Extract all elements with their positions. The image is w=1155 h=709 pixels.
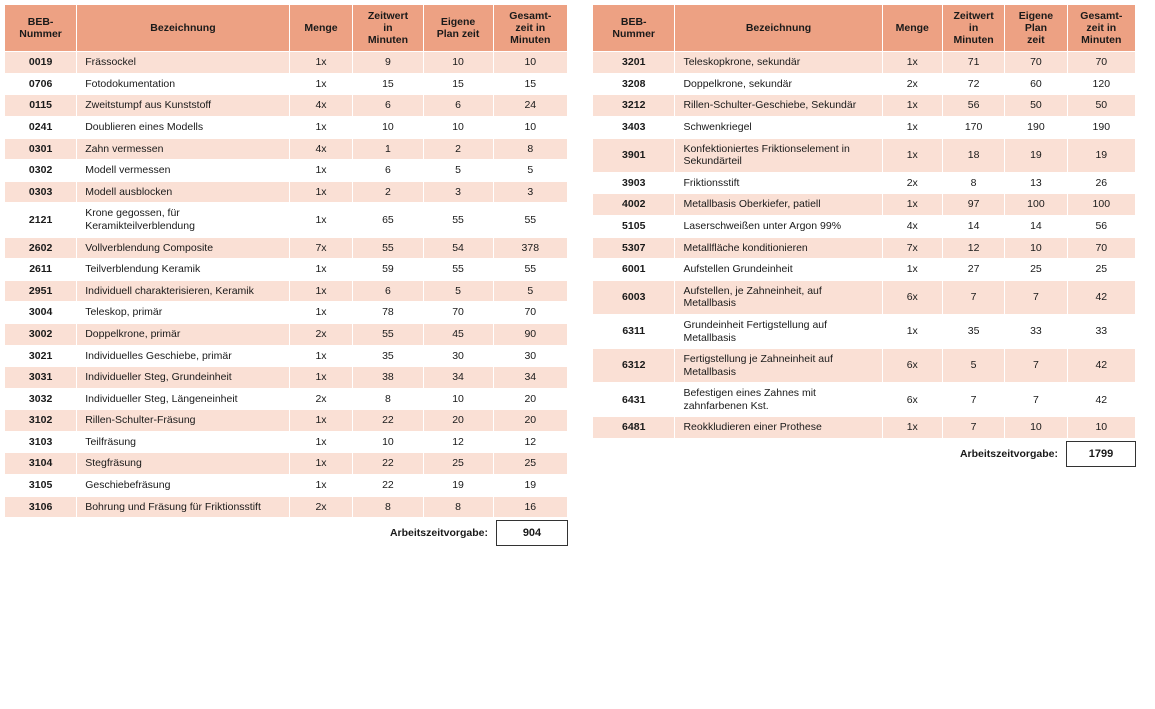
cell-zeitwert: 8 [353, 388, 423, 410]
table-body-right [593, 52, 1136, 439]
cell-menge: 6x [882, 383, 942, 417]
cell-gesamtzeit: 100 [1067, 194, 1135, 216]
cell-eigene-planzeit: 25 [1005, 259, 1067, 281]
table-row [593, 194, 1136, 216]
cell-menge: 2x [289, 496, 353, 518]
table-row [593, 417, 1136, 439]
table-row [593, 73, 1136, 95]
cell-beb-nummer: 6431 [593, 383, 675, 417]
header-row [5, 5, 568, 52]
footer-label-left: Arbeitszeitvorgabe: [389, 527, 488, 540]
cell-eigene-planzeit: 12 [423, 431, 493, 453]
cell-beb-nummer: 0115 [5, 95, 77, 117]
column-header-beb-nummer: BEB- Nummer [593, 5, 675, 52]
cell-menge: 2x [882, 73, 942, 95]
cell-menge: 4x [882, 215, 942, 237]
cell-menge: 1x [289, 431, 353, 453]
cell-eigene-planzeit: 30 [423, 345, 493, 367]
beb-table-right [592, 4, 1136, 439]
cell-gesamtzeit: 33 [1067, 314, 1135, 348]
table-row [5, 453, 568, 475]
table-row [593, 116, 1136, 138]
cell-beb-nummer: 0303 [5, 181, 77, 203]
cell-bezeichnung: Aufstellen, je Zahneinheit, auf Metallbasis [675, 280, 882, 314]
page-bottom-cutoff [6, 701, 306, 709]
cell-eigene-planzeit: 54 [423, 237, 493, 259]
cell-menge: 7x [882, 237, 942, 259]
table-row [5, 116, 568, 138]
table-row [5, 323, 568, 345]
cell-gesamtzeit: 42 [1067, 280, 1135, 314]
cell-eigene-planzeit: 100 [1005, 194, 1067, 216]
cell-eigene-planzeit: 6 [423, 95, 493, 117]
cell-beb-nummer: 3104 [5, 453, 77, 475]
cell-gesamtzeit: 12 [493, 431, 567, 453]
cell-menge: 1x [289, 367, 353, 389]
cell-menge: 1x [882, 314, 942, 348]
cell-bezeichnung: Schwenkriegel [675, 116, 882, 138]
cell-gesamtzeit: 55 [493, 259, 567, 281]
table-row [5, 280, 568, 302]
cell-zeitwert: 27 [942, 259, 1004, 281]
cell-beb-nummer: 6003 [593, 280, 675, 314]
cell-bezeichnung: Fotodokumentation [77, 73, 289, 95]
cell-eigene-planzeit: 45 [423, 323, 493, 345]
cell-gesamtzeit: 20 [493, 388, 567, 410]
cell-gesamtzeit: 19 [493, 475, 567, 497]
cell-eigene-planzeit: 15 [423, 73, 493, 95]
cell-bezeichnung: Frässockel [77, 52, 289, 74]
table-row [5, 345, 568, 367]
cell-zeitwert: 170 [942, 116, 1004, 138]
cell-bezeichnung: Geschiebefräsung [77, 475, 289, 497]
footer-total-right: 1799 [1066, 441, 1136, 467]
cell-gesamtzeit: 25 [1067, 259, 1135, 281]
cell-eigene-planzeit: 10 [423, 388, 493, 410]
cell-beb-nummer: 3903 [593, 172, 675, 194]
cell-bezeichnung: Aufstellen Grundeinheit [675, 259, 882, 281]
cell-menge: 6x [882, 280, 942, 314]
cell-bezeichnung: Teilfräsung [77, 431, 289, 453]
cell-menge: 1x [289, 203, 353, 237]
column-header-menge: Menge [882, 5, 942, 52]
cell-bezeichnung: Teilverblendung Keramik [77, 259, 289, 281]
cell-zeitwert: 56 [942, 95, 1004, 117]
cell-beb-nummer: 3004 [5, 302, 77, 324]
cell-bezeichnung: Doppelkrone, sekundär [675, 73, 882, 95]
cell-zeitwert: 78 [353, 302, 423, 324]
table-row [5, 475, 568, 497]
table-row [593, 172, 1136, 194]
cell-zeitwert: 6 [353, 95, 423, 117]
cell-zeitwert: 10 [353, 431, 423, 453]
cell-zeitwert: 55 [353, 323, 423, 345]
cell-gesamtzeit: 24 [493, 95, 567, 117]
cell-menge: 1x [289, 453, 353, 475]
cell-menge: 1x [882, 194, 942, 216]
cell-beb-nummer: 3403 [593, 116, 675, 138]
column-header-eigene-planzeit: Eigene Plan zeit [423, 5, 493, 52]
cell-beb-nummer: 3032 [5, 388, 77, 410]
cell-eigene-planzeit: 19 [1005, 138, 1067, 172]
cell-bezeichnung: Doppelkrone, primär [77, 323, 289, 345]
cell-eigene-planzeit: 5 [423, 280, 493, 302]
cell-menge: 1x [289, 280, 353, 302]
cell-menge: 1x [882, 52, 942, 74]
cell-zeitwert: 22 [353, 475, 423, 497]
cell-zeitwert: 7 [942, 383, 1004, 417]
cell-zeitwert: 35 [353, 345, 423, 367]
table-row [5, 138, 568, 160]
cell-eigene-planzeit: 70 [423, 302, 493, 324]
cell-gesamtzeit: 190 [1067, 116, 1135, 138]
cell-eigene-planzeit: 55 [423, 203, 493, 237]
cell-beb-nummer: 3021 [5, 345, 77, 367]
cell-menge: 4x [289, 138, 353, 160]
column-header-zeitwert: Zeitwert in Minuten [942, 5, 1004, 52]
cell-bezeichnung: Modell vermessen [77, 160, 289, 182]
cell-gesamtzeit: 42 [1067, 383, 1135, 417]
cell-beb-nummer: 3212 [593, 95, 675, 117]
cell-bezeichnung: Rillen-Schulter-Geschiebe, Sekundär [675, 95, 882, 117]
cell-menge: 1x [289, 259, 353, 281]
cell-menge: 1x [289, 181, 353, 203]
cell-eigene-planzeit: 10 [423, 52, 493, 74]
cell-eigene-planzeit: 2 [423, 138, 493, 160]
cell-beb-nummer: 0019 [5, 52, 77, 74]
cell-zeitwert: 65 [353, 203, 423, 237]
cell-bezeichnung: Reokkludieren einer Prothese [675, 417, 882, 439]
beb-table-right-block [592, 4, 1136, 467]
cell-zeitwert: 72 [942, 73, 1004, 95]
table-row [5, 95, 568, 117]
cell-gesamtzeit: 70 [1067, 52, 1135, 74]
cell-beb-nummer: 2121 [5, 203, 77, 237]
column-header-gesamtzeit: Gesamt- zeit in Minuten [1067, 5, 1135, 52]
cell-gesamtzeit: 30 [493, 345, 567, 367]
cell-zeitwert: 8 [942, 172, 1004, 194]
cell-zeitwert: 2 [353, 181, 423, 203]
table-row [593, 215, 1136, 237]
column-header-bezeichnung: Bezeichnung [77, 5, 289, 52]
cell-beb-nummer: 3103 [5, 431, 77, 453]
cell-eigene-planzeit: 3 [423, 181, 493, 203]
cell-zeitwert: 9 [353, 52, 423, 74]
cell-zeitwert: 15 [353, 73, 423, 95]
table-row [5, 388, 568, 410]
header-row [593, 5, 1136, 52]
cell-zeitwert: 59 [353, 259, 423, 281]
cell-beb-nummer: 3105 [5, 475, 77, 497]
column-header-eigene-planzeit: Eigene Plan zeit [1005, 5, 1067, 52]
cell-bezeichnung: Doublieren eines Modells [77, 116, 289, 138]
cell-menge: 1x [289, 160, 353, 182]
table-row [5, 73, 568, 95]
cell-menge: 1x [882, 259, 942, 281]
cell-bezeichnung: Zweitstumpf aus Kunststoff [77, 95, 289, 117]
cell-eigene-planzeit: 5 [423, 160, 493, 182]
footer-total-left: 904 [496, 520, 568, 546]
table-row [5, 237, 568, 259]
cell-menge: 1x [882, 138, 942, 172]
cell-gesamtzeit: 16 [493, 496, 567, 518]
cell-bezeichnung: Modell ausblocken [77, 181, 289, 203]
column-header-gesamtzeit: Gesamt- zeit in Minuten [493, 5, 567, 52]
cell-zeitwert: 1 [353, 138, 423, 160]
cell-zeitwert: 7 [942, 417, 1004, 439]
cell-eigene-planzeit: 8 [423, 496, 493, 518]
cell-bezeichnung: Zahn vermessen [77, 138, 289, 160]
cell-menge: 1x [289, 345, 353, 367]
cell-zeitwert: 5 [942, 349, 1004, 383]
cell-bezeichnung: Teleskop, primär [77, 302, 289, 324]
table-row [5, 302, 568, 324]
cell-gesamtzeit: 50 [1067, 95, 1135, 117]
cell-eigene-planzeit: 7 [1005, 280, 1067, 314]
cell-gesamtzeit: 10 [493, 52, 567, 74]
cell-beb-nummer: 6311 [593, 314, 675, 348]
cell-beb-nummer: 2951 [5, 280, 77, 302]
cell-eigene-planzeit: 70 [1005, 52, 1067, 74]
beb-table-left-block [4, 4, 568, 546]
cell-gesamtzeit: 5 [493, 280, 567, 302]
cell-beb-nummer: 2602 [5, 237, 77, 259]
cell-zeitwert: 6 [353, 280, 423, 302]
table-row [5, 367, 568, 389]
table-row [5, 496, 568, 518]
table-body-left [5, 52, 568, 518]
table-row [5, 181, 568, 203]
table-row [5, 52, 568, 74]
cell-menge: 6x [882, 349, 942, 383]
table-row [593, 259, 1136, 281]
cell-gesamtzeit: 26 [1067, 172, 1135, 194]
cell-gesamtzeit: 10 [1067, 417, 1135, 439]
cell-eigene-planzeit: 13 [1005, 172, 1067, 194]
cell-zeitwert: 7 [942, 280, 1004, 314]
cell-eigene-planzeit: 10 [423, 116, 493, 138]
cell-menge: 1x [289, 410, 353, 432]
cell-eigene-planzeit: 33 [1005, 314, 1067, 348]
cell-eigene-planzeit: 50 [1005, 95, 1067, 117]
cell-zeitwert: 55 [353, 237, 423, 259]
cell-beb-nummer: 0706 [5, 73, 77, 95]
cell-gesamtzeit: 8 [493, 138, 567, 160]
cell-bezeichnung: Befestigen eines Zahnes mit zahnfarbenen Kst. [675, 383, 882, 417]
cell-zeitwert: 8 [353, 496, 423, 518]
table-row [5, 431, 568, 453]
cell-beb-nummer: 6312 [593, 349, 675, 383]
cell-zeitwert: 22 [353, 410, 423, 432]
cell-bezeichnung: Laserschweißen unter Argon 99% [675, 215, 882, 237]
cell-beb-nummer: 5307 [593, 237, 675, 259]
cell-bezeichnung: Individuell charakterisieren, Keramik [77, 280, 289, 302]
cell-eigene-planzeit: 20 [423, 410, 493, 432]
table-row [5, 160, 568, 182]
cell-beb-nummer: 0302 [5, 160, 77, 182]
cell-bezeichnung: Individueller Steg, Grundeinheit [77, 367, 289, 389]
cell-menge: 1x [289, 475, 353, 497]
cell-gesamtzeit: 56 [1067, 215, 1135, 237]
cell-zeitwert: 6 [353, 160, 423, 182]
table-row [593, 349, 1136, 383]
cell-gesamtzeit: 90 [493, 323, 567, 345]
cell-menge: 1x [882, 417, 942, 439]
footer-row-left [4, 520, 568, 546]
cell-menge: 2x [289, 388, 353, 410]
table-row [5, 410, 568, 432]
cell-beb-nummer: 3901 [593, 138, 675, 172]
cell-beb-nummer: 6001 [593, 259, 675, 281]
cell-menge: 1x [882, 116, 942, 138]
table-header-left [5, 5, 568, 52]
cell-menge: 2x [289, 323, 353, 345]
column-header-menge: Menge [289, 5, 353, 52]
cell-zeitwert: 18 [942, 138, 1004, 172]
cell-beb-nummer: 4002 [593, 194, 675, 216]
cell-gesamtzeit: 5 [493, 160, 567, 182]
cell-bezeichnung: Konfektioniertes Friktionselement in Sekundärteil [675, 138, 882, 172]
cell-eigene-planzeit: 14 [1005, 215, 1067, 237]
cell-eigene-planzeit: 7 [1005, 349, 1067, 383]
cell-bezeichnung: Vollverblendung Composite [77, 237, 289, 259]
cell-eigene-planzeit: 34 [423, 367, 493, 389]
table-row [593, 383, 1136, 417]
cell-gesamtzeit: 15 [493, 73, 567, 95]
cell-menge: 1x [289, 116, 353, 138]
cell-zeitwert: 35 [942, 314, 1004, 348]
beb-table-left [4, 4, 568, 518]
cell-menge: 2x [882, 172, 942, 194]
cell-beb-nummer: 3201 [593, 52, 675, 74]
table-header-right [593, 5, 1136, 52]
cell-menge: 1x [289, 302, 353, 324]
cell-bezeichnung: Bohrung und Fräsung für Friktionsstift [77, 496, 289, 518]
cell-beb-nummer: 3106 [5, 496, 77, 518]
column-header-bezeichnung: Bezeichnung [675, 5, 882, 52]
cell-bezeichnung: Individuelles Geschiebe, primär [77, 345, 289, 367]
cell-eigene-planzeit: 55 [423, 259, 493, 281]
cell-eigene-planzeit: 10 [1005, 237, 1067, 259]
cell-beb-nummer: 2611 [5, 259, 77, 281]
footer-label-right: Arbeitszeitvorgabe: [959, 448, 1058, 461]
cell-bezeichnung: Rillen-Schulter-Fräsung [77, 410, 289, 432]
cell-bezeichnung: Individueller Steg, Längeneinheit [77, 388, 289, 410]
cell-eigene-planzeit: 19 [423, 475, 493, 497]
table-row [593, 95, 1136, 117]
cell-bezeichnung: Stegfräsung [77, 453, 289, 475]
cell-gesamtzeit: 70 [1067, 237, 1135, 259]
cell-zeitwert: 12 [942, 237, 1004, 259]
table-row [5, 259, 568, 281]
cell-beb-nummer: 0301 [5, 138, 77, 160]
cell-beb-nummer: 3102 [5, 410, 77, 432]
cell-zeitwert: 97 [942, 194, 1004, 216]
cell-eigene-planzeit: 10 [1005, 417, 1067, 439]
table-row [5, 203, 568, 237]
cell-gesamtzeit: 70 [493, 302, 567, 324]
cell-gesamtzeit: 25 [493, 453, 567, 475]
cell-beb-nummer: 5105 [593, 215, 675, 237]
cell-gesamtzeit: 19 [1067, 138, 1135, 172]
cell-zeitwert: 38 [353, 367, 423, 389]
cell-eigene-planzeit: 190 [1005, 116, 1067, 138]
column-header-zeitwert: Zeitwert in Minuten [353, 5, 423, 52]
cell-eigene-planzeit: 7 [1005, 383, 1067, 417]
cell-zeitwert: 10 [353, 116, 423, 138]
cell-bezeichnung: Grundeinheit Fertigstellung auf Metallbasis [675, 314, 882, 348]
cell-gesamtzeit: 55 [493, 203, 567, 237]
cell-gesamtzeit: 42 [1067, 349, 1135, 383]
cell-bezeichnung: Krone gegossen, für Keramikteilverblendung [77, 203, 289, 237]
cell-menge: 7x [289, 237, 353, 259]
table-row [593, 280, 1136, 314]
cell-eigene-planzeit: 60 [1005, 73, 1067, 95]
cell-beb-nummer: 0241 [5, 116, 77, 138]
table-row [593, 138, 1136, 172]
cell-gesamtzeit: 120 [1067, 73, 1135, 95]
cell-bezeichnung: Metallbasis Oberkiefer, patiell [675, 194, 882, 216]
cell-gesamtzeit: 3 [493, 181, 567, 203]
table-row [593, 237, 1136, 259]
cell-gesamtzeit: 34 [493, 367, 567, 389]
cell-gesamtzeit: 10 [493, 116, 567, 138]
cell-zeitwert: 71 [942, 52, 1004, 74]
cell-gesamtzeit: 20 [493, 410, 567, 432]
cell-bezeichnung: Teleskopkrone, sekundär [675, 52, 882, 74]
cell-beb-nummer: 3208 [593, 73, 675, 95]
cell-menge: 1x [882, 95, 942, 117]
table-row [593, 52, 1136, 74]
cell-zeitwert: 22 [353, 453, 423, 475]
cell-beb-nummer: 3002 [5, 323, 77, 345]
cell-bezeichnung: Fertigstellung je Zahneinheit auf Metallbasis [675, 349, 882, 383]
cell-beb-nummer: 3031 [5, 367, 77, 389]
cell-eigene-planzeit: 25 [423, 453, 493, 475]
cell-bezeichnung: Friktionsstift [675, 172, 882, 194]
column-header-beb-nummer: BEB- Nummer [5, 5, 77, 52]
table-row [593, 314, 1136, 348]
cell-menge: 1x [289, 52, 353, 74]
cell-beb-nummer: 6481 [593, 417, 675, 439]
cell-bezeichnung: Metallfläche konditionieren [675, 237, 882, 259]
cell-menge: 1x [289, 73, 353, 95]
footer-row-right [592, 441, 1136, 467]
cell-zeitwert: 14 [942, 215, 1004, 237]
cell-gesamtzeit: 378 [493, 237, 567, 259]
cell-menge: 4x [289, 95, 353, 117]
